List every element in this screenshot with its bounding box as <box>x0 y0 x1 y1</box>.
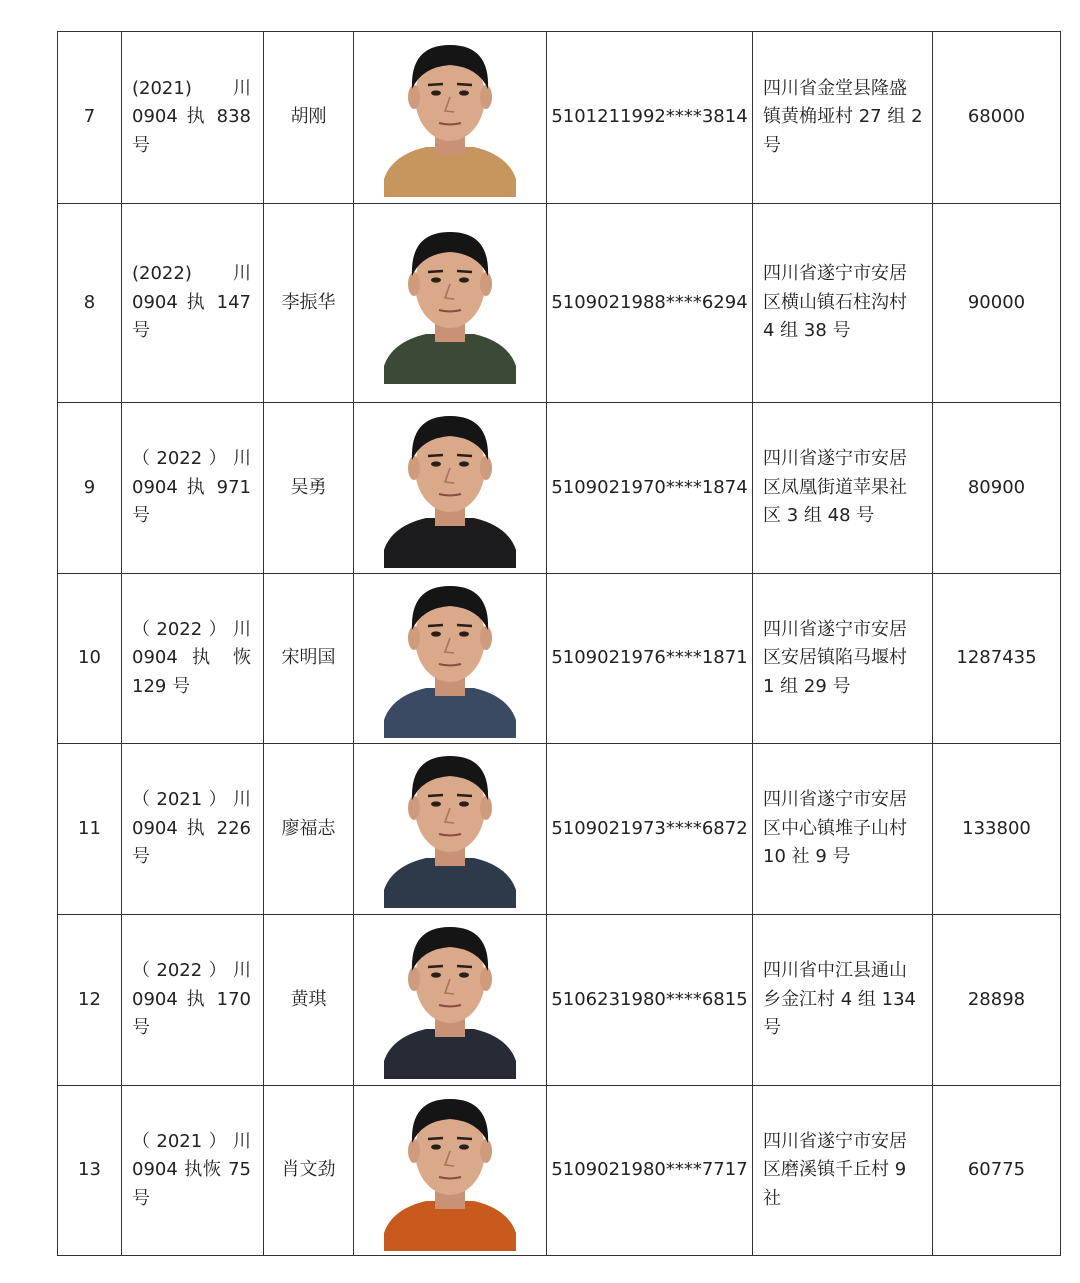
person-photo <box>382 222 518 384</box>
person-name: 胡刚 <box>264 32 354 204</box>
person-photo <box>382 408 518 568</box>
address: 四川省遂宁市安居区安居镇陷马堰村 1 组 29 号 <box>753 574 933 744</box>
table-row <box>58 32 1061 204</box>
person-name: 吴勇 <box>264 403 354 574</box>
row-number: 12 <box>58 915 122 1086</box>
row-number: 13 <box>58 1086 122 1256</box>
case-number: (2022) 川 0904 执 147 号 <box>122 204 264 403</box>
table-row <box>58 574 1061 744</box>
person-name: 李振华 <box>264 204 354 403</box>
address: 四川省遂宁市安居区凤凰街道苹果社区 3 组 48 号 <box>753 403 933 574</box>
case-number: （2021）川 0904 执 226 号 <box>122 744 264 915</box>
case-number: (2021) 川 0904 执 838 号 <box>122 32 264 204</box>
id-number: 5109021970****1874 <box>547 403 753 574</box>
address: 四川省中江县通山乡金江村 4 组 134 号 <box>753 915 933 1086</box>
case-number: （2022）川 0904 执 971 号 <box>122 403 264 574</box>
person-name: 廖福志 <box>264 744 354 915</box>
row-number: 8 <box>58 204 122 403</box>
person-photo <box>382 39 518 197</box>
person-photo <box>382 580 518 738</box>
row-number: 9 <box>58 403 122 574</box>
address: 四川省遂宁市安居区磨溪镇千丘村 9 社 <box>753 1086 933 1256</box>
id-number: 5109021976****1871 <box>547 574 753 744</box>
table-row <box>58 403 1061 574</box>
case-number: （2022）川 0904 执 170 号 <box>122 915 264 1086</box>
address: 四川省金堂县隆盛镇黄桷垭村 27 组 2 号 <box>753 32 933 204</box>
row-number: 10 <box>58 574 122 744</box>
id-number: 5109021988****6294 <box>547 204 753 403</box>
row-number: 7 <box>58 32 122 204</box>
amount: 28898 <box>933 915 1061 1086</box>
table-row <box>58 915 1061 1086</box>
debtor-table <box>57 31 1061 1256</box>
amount: 1287435 <box>933 574 1061 744</box>
amount: 68000 <box>933 32 1061 204</box>
table-row <box>58 1086 1061 1256</box>
id-number: 5101211992****3814 <box>547 32 753 204</box>
id-number: 5109021980****7717 <box>547 1086 753 1256</box>
amount: 133800 <box>933 744 1061 915</box>
row-number: 11 <box>58 744 122 915</box>
person-photo <box>382 750 518 908</box>
person-photo <box>382 1091 518 1251</box>
table-row <box>58 204 1061 403</box>
amount: 90000 <box>933 204 1061 403</box>
address: 四川省遂宁市安居区中心镇堆子山村 10 社 9 号 <box>753 744 933 915</box>
amount: 60775 <box>933 1086 1061 1256</box>
id-number: 5106231980****6815 <box>547 915 753 1086</box>
case-number: （2021）川 0904 执恢 75 号 <box>122 1086 264 1256</box>
case-number: （2022）川 0904 执 恢 129 号 <box>122 574 264 744</box>
person-name: 黄琪 <box>264 915 354 1086</box>
person-name: 宋明国 <box>264 574 354 744</box>
person-photo <box>382 921 518 1079</box>
table-row <box>58 744 1061 915</box>
address: 四川省遂宁市安居区横山镇石柱沟村 4 组 38 号 <box>753 204 933 403</box>
id-number: 5109021973****6872 <box>547 744 753 915</box>
amount: 80900 <box>933 403 1061 574</box>
table-body <box>58 32 1061 1256</box>
person-name: 肖文劲 <box>264 1086 354 1256</box>
